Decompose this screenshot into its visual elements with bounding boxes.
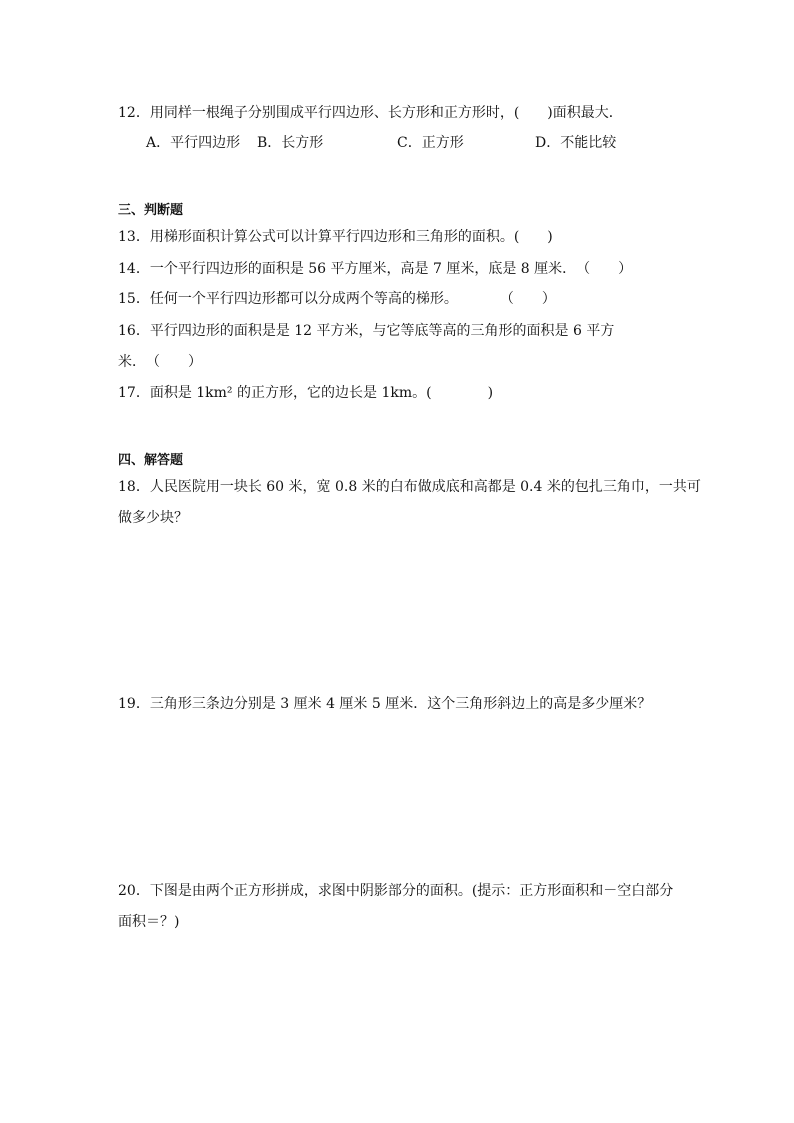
section-title-judgement: 三、判断题 (118, 203, 184, 218)
q12-option-d: D．不能比较 (535, 135, 617, 151)
question-20-line-1: 20．下图是由两个正方形拼成，求图中阴影部分的面积。(提示：正方形面积和－空白部分 (118, 883, 674, 899)
question-19: 19．三角形三条边分别是 3 厘米 4 厘米 5 厘米．这个三角形斜边上的高是多少厘米？ (118, 696, 652, 712)
question-18-line-1: 18．人民医院用一块长 60 米，宽 0.8 米的白布做成底和高都是 0.4 米的包扎三角巾，一共可 (118, 479, 701, 495)
section-title-solve: 四、解答题 (118, 453, 184, 468)
question-14: 14．一个平行四边形的面积是 56 平方厘米，高是 7 厘米，底是 8 厘米． （ ） (118, 261, 633, 277)
question-17: 17．面积是 1km² 的正方形，它的边长是 1km。( ) (118, 385, 494, 401)
q12-option-a: A．平行四边形 (146, 135, 241, 151)
question-16-line-2: 米． （ ） (118, 354, 202, 370)
question-12: 12．用同样一根绳子分别围成平行四边形、长方形和正方形时，( )面积最大． (118, 105, 623, 121)
question-16-line-1: 16．平行四边形的面积是是 12 平方米，与它等底等高的三角形的面积是 6 平方 (118, 323, 615, 339)
question-13: 13．用梯形面积计算公式可以计算平行四边形和三角形的面积。( ) (118, 229, 553, 245)
question-20-line-2: 面积＝？) (118, 914, 180, 930)
q12-option-c: C．正方形 (397, 135, 464, 151)
q12-option-b: B．长方形 (257, 135, 324, 151)
question-15: 15．任何一个平行四边形都可以分成两个等高的梯形。 （ ） (118, 291, 556, 307)
question-18-line-2: 做多少块？ (118, 510, 188, 526)
